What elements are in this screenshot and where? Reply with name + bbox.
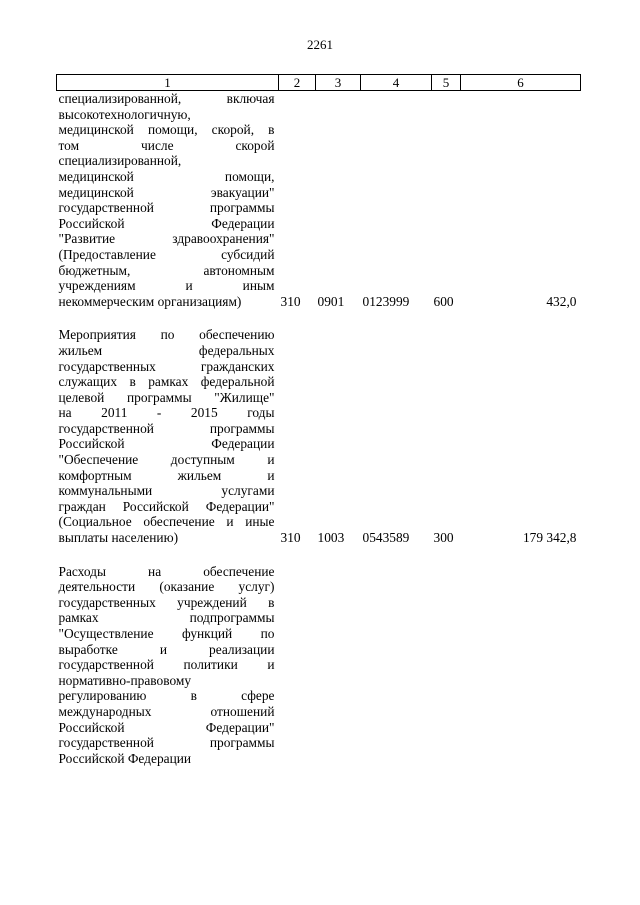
description-line: коммунальными услугами xyxy=(58,483,275,499)
description-line: международных отношений xyxy=(58,703,275,719)
page-number: 2261 xyxy=(307,37,333,52)
description-line: Мероприятия по обеспечению xyxy=(58,327,275,343)
description-cell xyxy=(57,327,279,545)
row-spacer xyxy=(57,546,581,564)
description-line: рамках подпрограммы xyxy=(58,610,275,626)
description-line: некоммерческим организациям) xyxy=(58,293,242,309)
description-line: Российской Федерации xyxy=(58,215,275,231)
description-line: деятельности (оказание услуг) xyxy=(58,579,275,595)
description-cell xyxy=(57,91,279,310)
description-line: государственной программы xyxy=(58,735,275,751)
description-line: специализированной, xyxy=(58,153,182,169)
description-line: том числе скорой xyxy=(58,137,275,153)
description-line: выплаты населению) xyxy=(58,530,179,546)
row-spacer xyxy=(57,309,581,327)
description-line: бюджетным, автономным xyxy=(58,262,275,278)
header-col-1: 1 xyxy=(57,75,279,91)
admin-code-cell xyxy=(279,564,316,767)
header-col-2: 2 xyxy=(279,75,316,91)
row-spacer-cell xyxy=(57,546,581,564)
description-line: выработке и реализации xyxy=(58,641,275,657)
header-row xyxy=(57,75,581,91)
expense-type-cell: 600 xyxy=(433,293,454,309)
description-cell xyxy=(57,564,279,767)
table-row xyxy=(57,564,581,767)
description-line: Российской Федерации xyxy=(58,750,192,766)
description-line: "Обеспечение доступным и xyxy=(58,452,275,468)
description-line: "Развитие здравоохранения" xyxy=(58,231,275,247)
description-line: высокотехнологичную, xyxy=(58,106,191,122)
target-article-cell: 0543589 xyxy=(362,530,410,546)
target-article-cell xyxy=(361,564,432,767)
amount-cell: 179 342,8 xyxy=(522,530,577,546)
description-line: государственной программы xyxy=(58,200,275,216)
table-row xyxy=(57,327,581,545)
description-line: Российской Федерации" xyxy=(58,719,275,735)
header-col-4: 4 xyxy=(361,75,432,91)
description-line: граждан Российской Федерации" xyxy=(58,498,275,514)
description-line: (Социальное обеспечение и иные xyxy=(58,514,275,530)
description-line: государственной программы xyxy=(58,420,275,436)
description-line: медицинской эвакуации" xyxy=(58,184,275,200)
description-line: учреждениям и иным xyxy=(58,278,275,294)
table-row xyxy=(57,91,581,310)
description-line: жильем федеральных xyxy=(58,342,275,358)
admin-code-cell: 310 xyxy=(280,293,301,309)
row-spacer-cell xyxy=(57,309,581,327)
description-line: государственных гражданских xyxy=(58,358,275,374)
budget-table xyxy=(56,74,581,766)
section-code-cell: 0901 xyxy=(317,293,345,309)
description-line: служащих в рамках федеральной xyxy=(58,374,275,390)
description-line: целевой программы "Жилище" xyxy=(58,389,275,405)
description-line: медицинской помощи, xyxy=(58,168,275,184)
description-line: "Осуществление функций по xyxy=(58,626,275,641)
section-code-cell xyxy=(316,564,361,767)
expense-type-cell xyxy=(432,564,461,767)
section-code-cell: 1003 xyxy=(317,530,345,546)
description-line: (Предоставление субсидий xyxy=(58,246,275,262)
header-col-6: 6 xyxy=(461,75,581,91)
description-line: Российской Федерации xyxy=(58,436,275,452)
description-line: комфортным жильем и xyxy=(58,467,275,483)
description-line: нормативно-правовому xyxy=(58,672,192,688)
description-line: государственной политики и xyxy=(58,657,275,673)
amount-cell xyxy=(461,564,581,767)
target-article-cell: 0123999 xyxy=(362,293,410,309)
description-line: медицинской помощи, скорой, в xyxy=(58,122,275,138)
description-line: специализированной, включая xyxy=(58,91,275,106)
description-line: на 2011 - 2015 годы xyxy=(58,405,275,421)
description-line: Расходы на обеспечение xyxy=(58,563,275,579)
admin-code-cell: 310 xyxy=(280,530,301,546)
amount-cell: 432,0 xyxy=(546,293,577,309)
expense-type-cell: 300 xyxy=(433,530,454,546)
header-col-3: 3 xyxy=(316,75,361,91)
description-line: регулированию в сфере xyxy=(58,688,275,704)
header-col-5: 5 xyxy=(432,75,461,91)
description-line: государственных учреждений в xyxy=(58,594,275,610)
